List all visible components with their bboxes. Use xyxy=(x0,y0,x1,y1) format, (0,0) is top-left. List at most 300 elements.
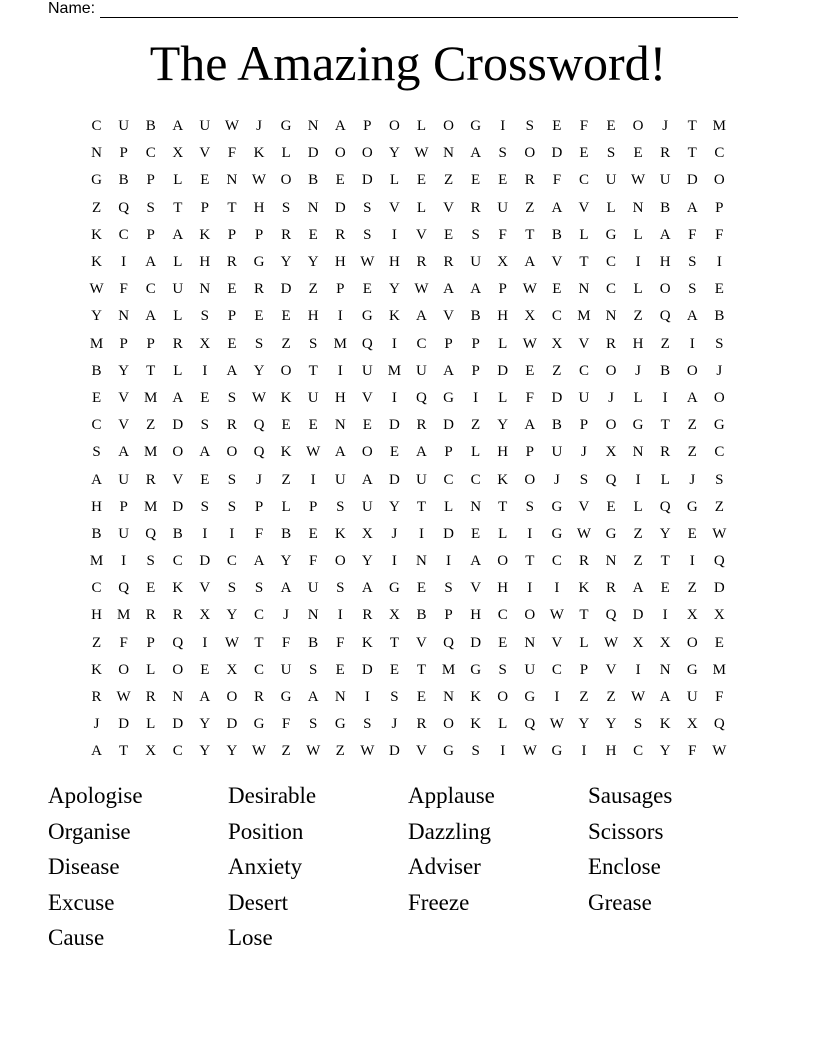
grid-letter: A xyxy=(199,689,211,706)
grid-letter: X xyxy=(226,661,238,678)
grid-letter: M xyxy=(712,118,726,135)
grid-letter: U xyxy=(416,471,427,488)
grid-row xyxy=(83,630,733,657)
grid-letter: J xyxy=(256,471,262,488)
word-list-item: Lose xyxy=(228,925,273,950)
grid-letter: G xyxy=(280,118,292,135)
grid-letter: W xyxy=(631,689,646,706)
grid-letter: F xyxy=(715,226,724,243)
grid-letter: S xyxy=(308,716,318,733)
grid-letter: A xyxy=(361,471,373,488)
grid-letter: W xyxy=(414,281,429,298)
grid-letter: R xyxy=(606,580,617,597)
letter-grid xyxy=(83,113,733,766)
grid-letter: G xyxy=(253,716,265,733)
grid-letter: O xyxy=(172,444,184,461)
grid-letter: P xyxy=(444,444,453,461)
grid-letter: F xyxy=(254,525,264,542)
grid-letter: Q xyxy=(253,444,265,461)
grid-letter: H xyxy=(632,335,644,352)
grid-letter: I xyxy=(391,389,397,406)
grid-letter: I xyxy=(662,607,668,624)
grid-letter: Y xyxy=(253,362,265,379)
grid-letter: Z xyxy=(308,281,318,298)
grid-letter: E xyxy=(714,281,724,298)
grid-letter: D xyxy=(226,716,238,733)
grid-letter: L xyxy=(416,118,427,135)
grid-letter: Q xyxy=(361,335,373,352)
grid-letter: E xyxy=(552,281,562,298)
word-list-item: Applause xyxy=(408,783,495,808)
grid-letter: X xyxy=(713,607,725,624)
grid-letter: S xyxy=(92,444,101,461)
grid-row xyxy=(83,358,733,385)
grid-letter: W xyxy=(360,743,375,760)
grid-letter: M xyxy=(89,335,104,352)
grid-letter: N xyxy=(605,308,617,325)
grid-letter: A xyxy=(118,444,130,461)
grid-letter: Q xyxy=(145,525,157,542)
grid-letter: R xyxy=(470,199,481,216)
grid-letter: Q xyxy=(605,471,617,488)
grid-letter: I xyxy=(202,634,208,651)
grid-letter: G xyxy=(524,689,536,706)
grid-letter: T xyxy=(173,199,183,216)
grid-letter: Y xyxy=(199,743,211,760)
grid-letter: N xyxy=(91,145,102,162)
grid-letter: I xyxy=(635,471,641,488)
grid-letter: E xyxy=(498,172,508,189)
grid-letter: Z xyxy=(714,498,724,515)
grid-letter: V xyxy=(605,661,617,678)
grid-letter: P xyxy=(146,335,155,352)
grid-letter: W xyxy=(549,716,564,733)
grid-letter: C xyxy=(226,553,237,570)
grid-letter: E xyxy=(606,498,616,515)
grid-letter: B xyxy=(470,308,481,325)
grid-letter: I xyxy=(500,118,506,135)
grid-letter: A xyxy=(686,308,698,325)
grid-letter: C xyxy=(470,471,481,488)
grid-letter: R xyxy=(578,553,589,570)
grid-letter: H xyxy=(497,444,509,461)
grid-letter: C xyxy=(91,417,102,434)
grid-letter: A xyxy=(226,362,238,379)
grid-letter: A xyxy=(253,553,265,570)
grid-letter: Q xyxy=(713,553,725,570)
grid-letter: J xyxy=(716,362,723,379)
grid-letter: V xyxy=(361,389,373,406)
grid-letter: G xyxy=(686,661,698,678)
grid-letter: P xyxy=(444,335,453,352)
grid-letter: H xyxy=(659,254,671,271)
grid-letter: R xyxy=(145,607,156,624)
grid-letter: L xyxy=(633,281,643,298)
grid-letter: S xyxy=(200,498,210,515)
grid-letter: G xyxy=(713,417,725,434)
grid-letter: A xyxy=(524,254,536,271)
grid-letter: Y xyxy=(307,254,319,271)
grid-letter: Z xyxy=(660,335,670,352)
grid-letter: C xyxy=(91,580,102,597)
grid-letter: O xyxy=(524,471,536,488)
grid-letter: C xyxy=(91,118,102,135)
grid-letter: W xyxy=(576,525,592,542)
grid-letter: T xyxy=(254,634,264,651)
grid-letter: S xyxy=(336,498,345,515)
grid-letter: A xyxy=(334,444,346,461)
grid-letter: I xyxy=(202,525,208,542)
grid-letter: T xyxy=(498,498,508,515)
grid-letter: L xyxy=(173,172,183,189)
grid-letter: L xyxy=(498,335,508,352)
grid-letter: O xyxy=(686,362,698,379)
grid-row xyxy=(83,711,733,738)
grid-letter: V xyxy=(172,471,184,488)
grid-letter: G xyxy=(470,661,482,678)
grid-letter: S xyxy=(200,308,210,325)
grid-letter: Y xyxy=(226,743,238,760)
grid-letter: V xyxy=(443,199,454,216)
grid-letter: W xyxy=(414,145,429,162)
grid-letter: D xyxy=(172,716,184,733)
grid-letter: W xyxy=(712,743,727,760)
grid-letter: B xyxy=(118,172,129,189)
grid-letter: O xyxy=(713,172,725,189)
grid-letter: K xyxy=(280,389,292,406)
grid-letter: L xyxy=(579,226,589,243)
grid-letter: H xyxy=(388,254,400,271)
grid-letter: R xyxy=(660,145,671,162)
grid-letter: A xyxy=(686,199,698,216)
grid-letter: G xyxy=(280,689,292,706)
grid-letter: A xyxy=(470,145,482,162)
word-list-item: Enclose xyxy=(588,854,661,879)
grid-letter: E xyxy=(308,417,318,434)
grid-letter: A xyxy=(686,389,698,406)
grid-letter: V xyxy=(578,335,590,352)
grid-letter: H xyxy=(334,254,346,271)
grid-letter: U xyxy=(361,362,373,379)
grid-letter: T xyxy=(579,254,589,271)
grid-letter: Y xyxy=(388,498,400,515)
grid-letter: R xyxy=(362,607,373,624)
grid-letter: T xyxy=(227,199,237,216)
grid-letter: S xyxy=(146,553,155,570)
grid-letter: T xyxy=(119,743,129,760)
grid-letter: E xyxy=(281,417,291,434)
grid-letter: O xyxy=(334,145,346,162)
grid-letter: H xyxy=(497,308,509,325)
grid-letter: K xyxy=(199,226,211,243)
grid-letter: I xyxy=(310,471,316,488)
grid-letter: Y xyxy=(226,607,238,624)
grid-letter: B xyxy=(91,362,102,379)
grid-letter: I xyxy=(337,308,343,325)
grid-letter: Q xyxy=(605,607,617,624)
grid-letter: J xyxy=(581,444,587,461)
grid-letter: F xyxy=(579,118,589,135)
grid-letter: D xyxy=(361,661,373,678)
grid-letter: I xyxy=(337,607,343,624)
grid-letter: V xyxy=(118,389,130,406)
grid-letter: O xyxy=(118,661,130,678)
grid-letter: I xyxy=(689,553,695,570)
grid-letter: G xyxy=(632,417,644,434)
grid-row xyxy=(83,439,733,466)
grid-letter: Z xyxy=(281,335,291,352)
grid-letter: R xyxy=(416,716,427,733)
grid-letter: V xyxy=(416,743,427,760)
grid-letter: G xyxy=(686,498,698,515)
grid-letter: J xyxy=(689,471,696,488)
grid-letter: F xyxy=(688,743,697,760)
grid-letter: F xyxy=(552,172,562,189)
grid-letter: T xyxy=(687,145,697,162)
grid-letter: O xyxy=(226,689,238,706)
grid-letter: N xyxy=(632,199,644,216)
grid-letter: F xyxy=(336,634,345,651)
grid-letter: S xyxy=(498,661,507,678)
grid-letter: X xyxy=(551,335,563,352)
grid-letter: W xyxy=(251,172,267,189)
grid-letter: M xyxy=(144,444,158,461)
grid-letter: Y xyxy=(199,716,211,733)
grid-letter: S xyxy=(254,335,264,352)
grid-letter: B xyxy=(145,118,156,135)
grid-row xyxy=(83,521,733,548)
grid-letter: O xyxy=(334,553,346,570)
grid-letter: G xyxy=(361,308,373,325)
grid-letter: R xyxy=(416,254,427,271)
grid-letter: I xyxy=(554,580,560,597)
grid-letter: Y xyxy=(578,716,590,733)
grid-letter: G xyxy=(551,525,563,542)
grid-letter: D xyxy=(388,417,400,434)
grid-letter: I xyxy=(446,553,452,570)
grid-letter: I xyxy=(391,335,397,352)
grid-letter: U xyxy=(361,498,373,515)
grid-letter: U xyxy=(524,661,536,678)
grid-letter: S xyxy=(281,199,291,216)
grid-row xyxy=(83,222,733,249)
grid-letter: C xyxy=(551,661,562,678)
grid-letter: F xyxy=(119,281,128,298)
grid-letter: N xyxy=(524,634,536,651)
grid-letter: B xyxy=(308,634,319,651)
grid-letter: U xyxy=(307,389,319,406)
grid-letter: Z xyxy=(579,689,589,706)
grid-letter: Y xyxy=(118,362,130,379)
word-list-item: Position xyxy=(228,818,304,844)
grid-letter: F xyxy=(525,389,534,406)
grid-letter: P xyxy=(227,226,237,243)
grid-letter: P xyxy=(471,335,480,352)
grid-letter: F xyxy=(281,634,291,651)
grid-letter: F xyxy=(308,553,318,570)
grid-letter: I xyxy=(635,661,641,678)
grid-letter: R xyxy=(606,335,617,352)
grid-letter: X xyxy=(686,716,698,733)
name-label: Name: xyxy=(48,0,96,17)
grid-letter: S xyxy=(308,661,318,678)
grid-letter: E xyxy=(471,525,481,542)
grid-letter: A xyxy=(416,308,427,325)
grid-letter: X xyxy=(145,743,157,760)
grid-letter: I xyxy=(418,525,424,542)
grid-letter: D xyxy=(470,634,482,651)
grid-letter: X xyxy=(632,634,644,651)
grid-letter: B xyxy=(551,226,562,243)
grid-letter: X xyxy=(497,254,509,271)
grid-letter: S xyxy=(471,226,480,243)
grid-letter: Q xyxy=(416,389,427,406)
grid-letter: T xyxy=(687,118,697,135)
grid-letter: R xyxy=(172,335,183,352)
name-field-row xyxy=(48,0,738,18)
grid-letter: Z xyxy=(633,308,643,325)
grid-letter: M xyxy=(89,553,104,570)
grid-letter: H xyxy=(91,498,102,515)
grid-letter: A xyxy=(470,281,482,298)
grid-letter: T xyxy=(525,226,535,243)
grid-letter: N xyxy=(443,689,454,706)
word-list-item: Apologise xyxy=(48,783,143,808)
grid-letter: W xyxy=(712,525,727,542)
grid-letter: E xyxy=(227,281,237,298)
grid-letter: V xyxy=(443,308,454,325)
grid-letter: D xyxy=(361,172,373,189)
grid-letter: I xyxy=(662,389,668,406)
grid-letter: W xyxy=(224,118,240,135)
grid-letter: E xyxy=(91,389,102,406)
grid-letter: E xyxy=(254,308,264,325)
grid-letter: C xyxy=(497,607,508,624)
grid-letter: J xyxy=(391,716,398,733)
word-list-item: Desert xyxy=(228,889,289,915)
grid-letter: W xyxy=(549,607,564,624)
grid-letter: I xyxy=(364,689,370,706)
grid-letter: H xyxy=(91,607,102,624)
grid-letter: J xyxy=(391,525,398,542)
grid-letter: T xyxy=(660,553,670,570)
grid-letter: I xyxy=(581,743,587,760)
grid-letter: W xyxy=(251,743,267,760)
grid-letter: M xyxy=(387,362,402,379)
grid-letter: T xyxy=(308,362,318,379)
grid-letter: E xyxy=(416,172,427,189)
grid-letter: K xyxy=(91,226,102,243)
grid-letter: U xyxy=(551,444,563,461)
grid-letter: W xyxy=(89,281,104,298)
grid-letter: E xyxy=(525,362,535,379)
grid-letter: H xyxy=(334,389,346,406)
grid-letter: A xyxy=(172,226,184,243)
grid-row xyxy=(83,412,733,439)
grid-letter: Z xyxy=(91,634,102,651)
grid-letter: Y xyxy=(659,525,671,542)
grid-letter: H xyxy=(470,607,482,624)
grid-letter: C xyxy=(714,145,725,162)
grid-letter: N xyxy=(605,553,617,570)
grid-letter: O xyxy=(226,444,238,461)
grid-letter: D xyxy=(307,145,319,162)
grid-letter: Z xyxy=(91,199,102,216)
grid-letter: G xyxy=(470,118,482,135)
grid-letter: S xyxy=(471,743,480,760)
grid-letter: Q xyxy=(172,634,184,651)
grid-letter: S xyxy=(688,254,697,271)
grid-letter: N xyxy=(307,199,319,216)
grid-letter: S xyxy=(688,281,697,298)
grid-letter: N xyxy=(307,607,319,624)
grid-letter: S xyxy=(227,471,237,488)
grid-letter: E xyxy=(200,661,210,678)
grid-letter: L xyxy=(173,308,183,325)
grid-letter: C xyxy=(606,254,617,271)
grid-letter: S xyxy=(606,145,616,162)
grid-letter: Z xyxy=(146,417,156,434)
grid-letter: Y xyxy=(388,281,400,298)
grid-letter: A xyxy=(199,444,211,461)
grid-letter: E xyxy=(308,525,318,542)
grid-letter: T xyxy=(416,498,427,515)
grid-letter: H xyxy=(497,580,509,597)
grid-letter: G xyxy=(605,226,617,243)
word-list-item: Disease xyxy=(48,854,120,879)
grid-letter: H xyxy=(605,743,617,760)
grid-letter: Z xyxy=(687,580,697,597)
grid-letter: M xyxy=(116,607,131,624)
word-list-item: Desirable xyxy=(228,783,317,808)
grid-letter: V xyxy=(388,199,400,216)
grid-letter: G xyxy=(443,389,454,406)
grid-letter: S xyxy=(525,118,534,135)
grid-letter: E xyxy=(389,661,399,678)
grid-letter: S xyxy=(254,580,264,597)
grid-letter: K xyxy=(172,580,184,597)
grid-letter: O xyxy=(361,145,373,162)
grid-letter: D xyxy=(388,743,400,760)
grid-letter: P xyxy=(579,661,589,678)
grid-letter: U xyxy=(307,580,319,597)
grid-letter: E xyxy=(660,580,670,597)
grid-letter: A xyxy=(443,362,454,379)
grid-row xyxy=(83,684,733,711)
grid-row xyxy=(83,385,733,412)
grid-letter: W xyxy=(306,743,321,760)
grid-letter: A xyxy=(172,118,184,135)
grid-letter: R xyxy=(281,226,292,243)
grid-letter: A xyxy=(145,254,157,271)
grid-letter: Z xyxy=(552,362,562,379)
grid-letter: L xyxy=(173,254,183,271)
grid-letter: C xyxy=(714,444,725,461)
grid-letter: D xyxy=(497,362,509,379)
grid-letter: N xyxy=(199,281,211,298)
grid-letter: K xyxy=(470,716,482,733)
grid-letter: D xyxy=(632,607,644,624)
grid-letter: P xyxy=(146,634,155,651)
grid-letter: C xyxy=(578,172,589,189)
grid-row xyxy=(83,276,733,303)
grid-row xyxy=(83,575,733,602)
grid-letter: Z xyxy=(633,525,643,542)
grid-letter: E xyxy=(633,145,643,162)
word-list-item: Anxiety xyxy=(228,854,303,879)
grid-letter: X xyxy=(199,335,211,352)
grid-letter: T xyxy=(525,553,535,570)
